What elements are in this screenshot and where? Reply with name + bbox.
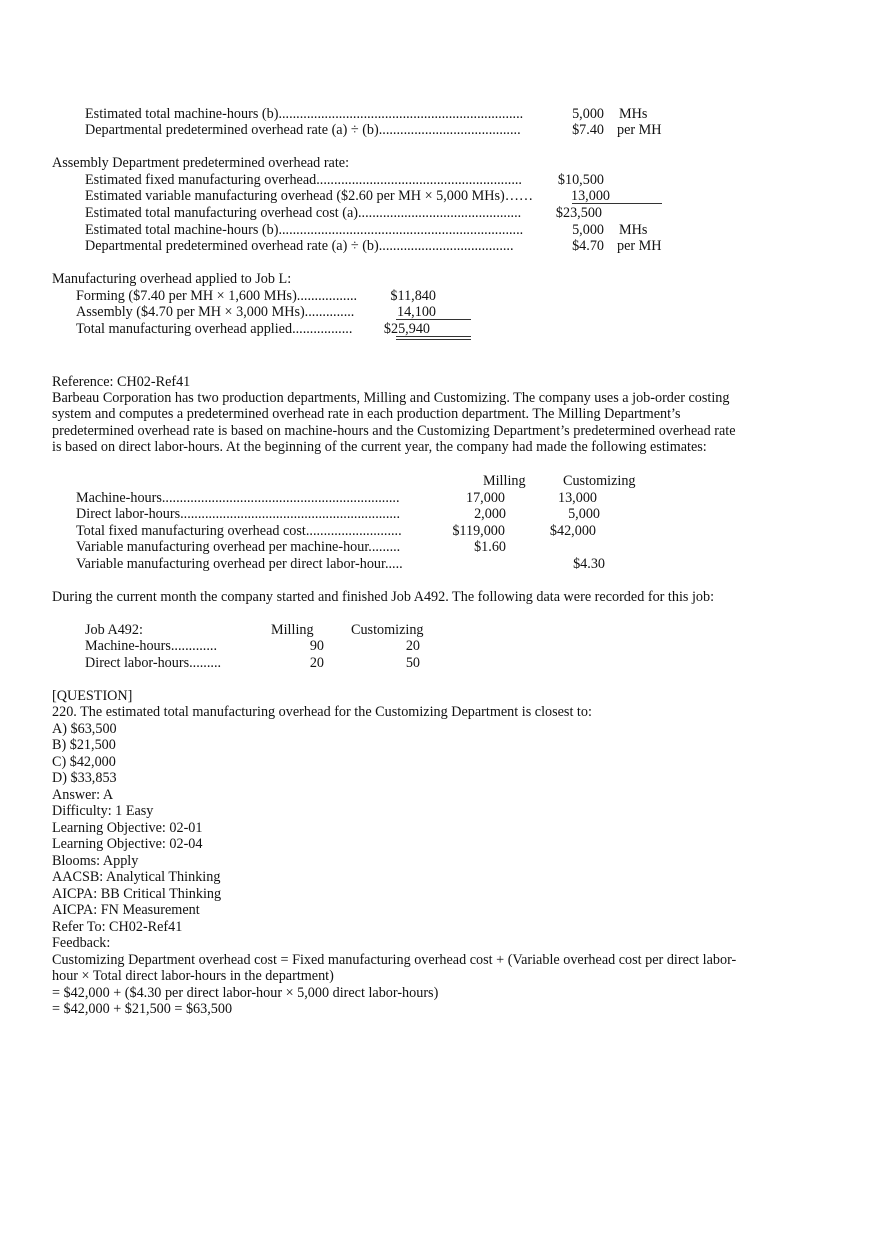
estimates-customizing-2: $42,000 bbox=[549, 523, 596, 539]
top-unit-0: MHs bbox=[619, 106, 648, 122]
option-d: D) $33,853 bbox=[52, 770, 117, 786]
job-intro: During the current month the company started and finished Job A492. The following data were recorded for this job: bbox=[52, 589, 715, 605]
assembly-unit-4: per MH bbox=[617, 238, 662, 254]
assembly-value-3: 5,000 bbox=[572, 222, 604, 238]
estimates-label-1: Direct labor-hours.............................................................. bbox=[76, 506, 401, 522]
job-milling-0: 90 bbox=[309, 638, 324, 654]
top-value-0: 5,000 bbox=[572, 106, 604, 122]
reference-label: Reference: CH02-Ref41 bbox=[52, 374, 191, 390]
estimates-customizing-1: 5,000 bbox=[568, 506, 600, 522]
estimates-milling-1: 2,000 bbox=[474, 506, 506, 522]
estimates-label-2: Total fixed manufacturing overhead cost........................... bbox=[76, 523, 402, 539]
applied-value-0: $11,840 bbox=[390, 288, 436, 304]
applied-double-underline-2 bbox=[396, 339, 471, 340]
feedback-line-3: = $42,000 + $21,500 = $63,500 bbox=[52, 1001, 233, 1017]
meta-answer: Answer: A bbox=[52, 787, 114, 803]
estimates-col-milling: Milling bbox=[483, 473, 526, 489]
reference-para-line-2: predetermined overhead rate is based on machine-hours and the Customizing Department’s predetermined overhead rate bbox=[52, 423, 736, 439]
estimates-label-0: Machine-hours................................................................... bbox=[76, 490, 400, 506]
option-c: C) $42,000 bbox=[52, 754, 116, 770]
option-a: A) $63,500 bbox=[52, 721, 117, 737]
meta-aicpa-bb: AICPA: BB Critical Thinking bbox=[52, 886, 222, 902]
reference-para-line-3: is based on direct labor-hours. At the beginning of the current year, the company had made the following estimates: bbox=[52, 439, 707, 455]
applied-underline bbox=[396, 319, 471, 320]
option-b: B) $21,500 bbox=[52, 737, 116, 753]
assembly-value-0: $10,500 bbox=[557, 172, 604, 188]
assembly-value-4: $4.70 bbox=[572, 238, 604, 254]
applied-label-2: Total manufacturing overhead applied................. bbox=[76, 321, 353, 337]
assembly-underline bbox=[572, 203, 662, 204]
applied-value-1: 14,100 bbox=[396, 304, 436, 320]
estimates-label-4: Variable manufacturing overhead per direct labor-hour..... bbox=[76, 556, 403, 572]
estimates-milling-3: $1.60 bbox=[474, 539, 506, 555]
feedback-line-2: = $42,000 + ($4.30 per direct labor-hour × 5,000 direct labor-hours) bbox=[52, 985, 439, 1001]
applied-heading: Manufacturing overhead applied to Job L: bbox=[52, 271, 292, 287]
applied-label-1: Assembly ($4.70 per MH × 3,000 MHs).............. bbox=[76, 304, 355, 320]
job-label-0: Machine-hours............. bbox=[85, 638, 217, 654]
job-col-milling: Milling bbox=[271, 622, 314, 638]
assembly-value-2: $23,500 bbox=[555, 205, 602, 221]
question-tag: [QUESTION] bbox=[52, 688, 133, 704]
job-col-customizing: Customizing bbox=[351, 622, 424, 638]
assembly-label-2: Estimated total manufacturing overhead cost (a).............................................. bbox=[85, 205, 522, 221]
meta-objective-2: Learning Objective: 02-04 bbox=[52, 836, 203, 852]
meta-objective-1: Learning Objective: 02-01 bbox=[52, 820, 203, 836]
meta-refer-to: Refer To: CH02-Ref41 bbox=[52, 919, 183, 935]
estimates-customizing-4: $4.30 bbox=[573, 556, 605, 572]
assembly-heading: Assembly Department predetermined overhead rate: bbox=[52, 155, 350, 171]
meta-blooms: Blooms: Apply bbox=[52, 853, 139, 869]
meta-aicpa-fn: AICPA: FN Measurement bbox=[52, 902, 200, 918]
top-label-0: Estimated total machine-hours (b)..................................................................... bbox=[85, 106, 524, 122]
feedback-line-0: Customizing Department overhead cost = Fixed manufacturing overhead cost + (Variable overhead cost per direct labor- bbox=[52, 952, 737, 968]
reference-para-line-0: Barbeau Corporation has two production departments, Milling and Customizing. The company uses a job-order costing bbox=[52, 390, 730, 406]
assembly-unit-3: MHs bbox=[619, 222, 648, 238]
assembly-label-3: Estimated total machine-hours (b)..................................................................... bbox=[85, 222, 524, 238]
assembly-label-4: Departmental predetermined overhead rate (a) ÷ (b)...................................... bbox=[85, 238, 514, 254]
estimates-milling-2: $119,000 bbox=[452, 523, 505, 539]
meta-aacsb: AACSB: Analytical Thinking bbox=[52, 869, 221, 885]
estimates-milling-0: 17,000 bbox=[465, 490, 505, 506]
estimates-label-3: Variable manufacturing overhead per machine-hour......... bbox=[76, 539, 401, 555]
assembly-label-0: Estimated fixed manufacturing overhead.......................................................... bbox=[85, 172, 522, 188]
estimates-col-customizing: Customizing bbox=[563, 473, 636, 489]
reference-para-line-1: system and computes a predetermined overhead rate in each production department. The Milling Department’s bbox=[52, 406, 681, 422]
job-milling-1: 20 bbox=[309, 655, 324, 671]
applied-value-2: $25,940 bbox=[383, 321, 430, 337]
job-customizing-1: 50 bbox=[405, 655, 420, 671]
top-value-1: $7.40 bbox=[572, 122, 604, 138]
job-label-1: Direct labor-hours......... bbox=[85, 655, 222, 671]
meta-difficulty: Difficulty: 1 Easy bbox=[52, 803, 154, 819]
top-unit-1: per MH bbox=[617, 122, 662, 138]
question-text: 220. The estimated total manufacturing overhead for the Customizing Department is closest to: bbox=[52, 704, 592, 720]
top-label-1: Departmental predetermined overhead rate (a) ÷ (b)........................................ bbox=[85, 122, 521, 138]
meta-feedback-label: Feedback: bbox=[52, 935, 111, 951]
job-title: Job A492: bbox=[85, 622, 143, 638]
job-customizing-0: 20 bbox=[405, 638, 420, 654]
feedback-line-1: hour × Total direct labor-hours in the department) bbox=[52, 968, 334, 984]
estimates-customizing-0: 13,000 bbox=[557, 490, 597, 506]
applied-label-0: Forming ($7.40 per MH × 1,600 MHs)................. bbox=[76, 288, 358, 304]
assembly-value-1: 13,000 bbox=[570, 188, 610, 204]
applied-double-underline-1 bbox=[396, 336, 471, 337]
assembly-label-1: Estimated variable manufacturing overhead ($2.60 per MH × 5,000 MHs)…… bbox=[85, 188, 534, 204]
